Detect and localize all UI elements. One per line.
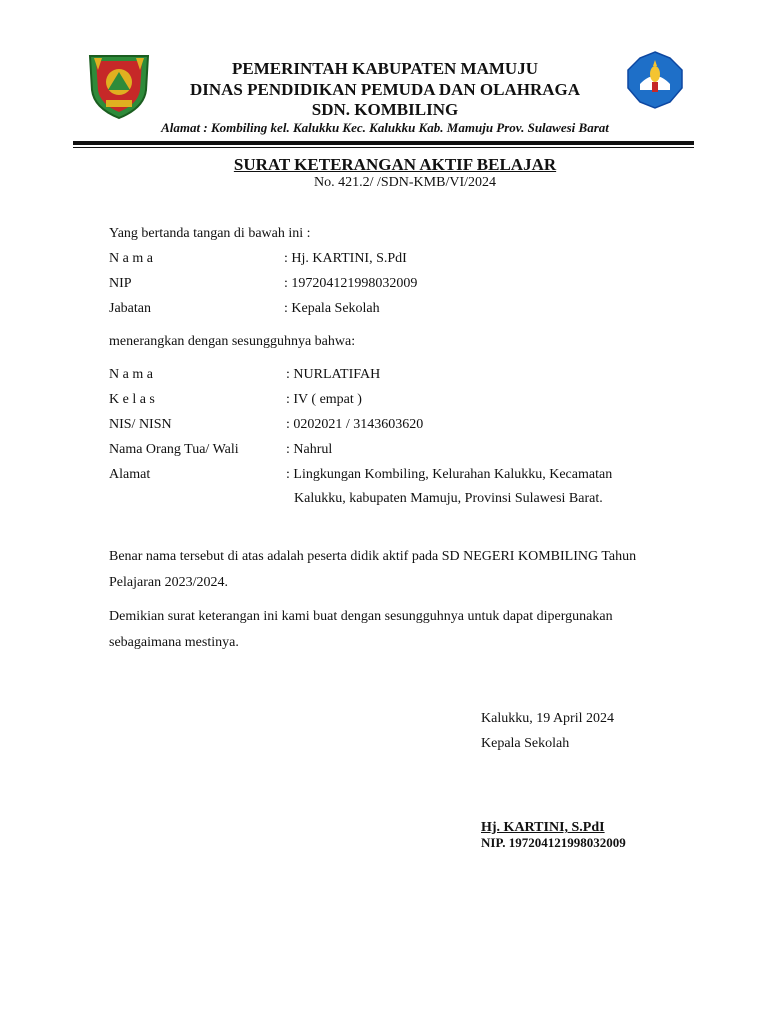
student-class-value: : IV ( empat ) (286, 392, 362, 407)
student-address-label: Alamat (109, 467, 151, 482)
header-divider-thin (73, 147, 694, 148)
student-parent-value: : Nahrul (286, 442, 333, 457)
letterhead-school: SDN. KOMBILING (311, 100, 459, 119)
signature-name: Hj. KARTINI, S.PdI (481, 820, 605, 835)
student-intro: menerangkan dengan sesungguhnya bahwa: (109, 334, 356, 349)
signature-nip: NIP. 197204121998032009 (481, 835, 626, 850)
signer-nip-value: : 197204121998032009 (284, 276, 418, 291)
signer-nip-label: NIP (109, 276, 132, 291)
letterhead-government: PEMERINTAH KABUPATEN MAMUJU (232, 59, 538, 78)
signer-name-label: N a m a (109, 251, 153, 266)
signer-name-value: : Hj. KARTINI, S.PdI (284, 251, 407, 266)
letterhead-address: Alamat : Kombiling kel. Kalukku Kec. Kalukku Kab. Mamuju Prov. Sulawesi Barat (161, 120, 609, 135)
student-address-value: : Lingkungan Kombiling, Kelurahan Kalukku, Kecamatan (286, 467, 613, 482)
signer-intro: Yang bertanda tangan di bawah ini : (109, 226, 311, 241)
letter-number: No. 421.2/ /SDN-KMB/VI/2024 (313, 175, 496, 190)
letter-title: SURAT KETERANGAN AKTIF BELAJAR (233, 155, 557, 174)
student-nis-label: NIS/ NISN (109, 417, 172, 432)
student-nis-value: : 0202021 / 3143603620 (286, 417, 424, 432)
student-parent-label: Nama Orang Tua/ Wali (109, 442, 239, 457)
student-class-label: K e l a s (109, 392, 155, 407)
student-name-value: : NURLATIFAH (286, 367, 381, 382)
letterhead-department: DINAS PENDIDIKAN PEMUDA DAN OLAHRAGA (189, 80, 581, 99)
header-divider-thick (73, 141, 694, 145)
student-name-label: N a m a (109, 367, 153, 382)
student-address-continuation: Kalukku, kabupaten Mamuju, Provinsi Sulawesi Barat. (294, 491, 603, 506)
signer-position-label: Jabatan (109, 301, 151, 316)
signature-position: Kepala Sekolah (481, 736, 570, 751)
signer-position-value: : Kepala Sekolah (284, 301, 380, 316)
statement-paragraph: Benar nama tersebut di atas adalah peserta didik aktif pada SD NEGERI KOMBILING Tahun Pelajaran 2023/2024. (109, 549, 637, 590)
closing-paragraph: Demikian surat keterangan ini kami buat dengan sesungguhnya untuk dapat dipergunakan sebagaimana mestinya. (109, 609, 613, 650)
signature-place-date: Kalukku, 19 April 2024 (481, 711, 614, 726)
